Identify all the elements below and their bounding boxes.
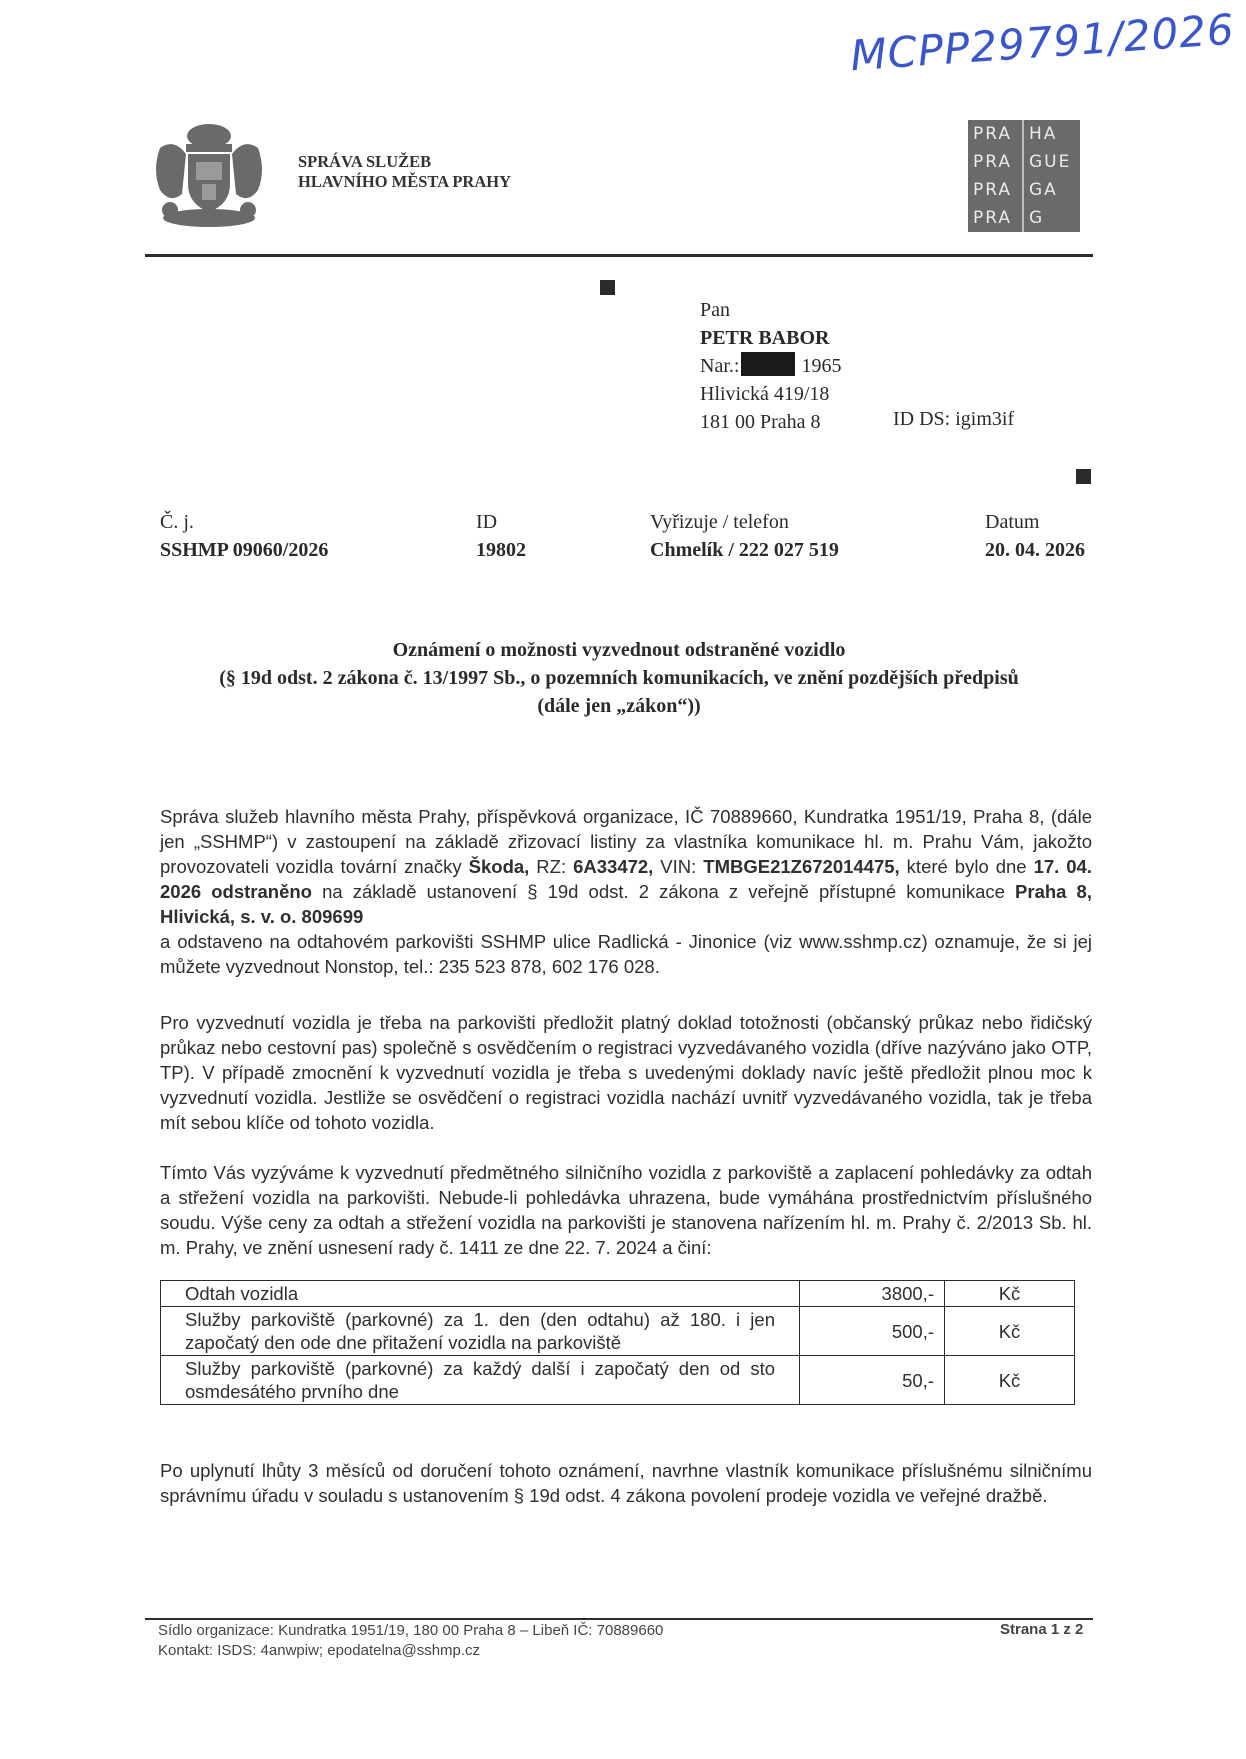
logo-row	[968, 176, 1080, 204]
fee-description: Odtah vozidla	[161, 1281, 800, 1307]
removal-location: Praha 8, Hlivická, s. v. o. 809699	[160, 881, 1092, 927]
birth-label: Nar.:	[700, 355, 740, 377]
table-row	[161, 1356, 1075, 1405]
title-line2: (§ 19d odst. 2 zákona č. 13/1997 Sb., o pozemních komunikacích, ve znění pozdějších předpisů	[219, 667, 1019, 689]
redaction-bar	[741, 352, 795, 376]
recipient-data-box-id	[893, 408, 1014, 431]
text-span: které bylo dne	[899, 856, 1034, 877]
logo-row	[968, 204, 1080, 232]
pickup-requirements-paragraph: Pro vyzvednutí vozidla je třeba na parkovišti předložit platný doklad totožnosti (občanský průkaz nebo řidičský průkaz nebo cestovní pas) společně s osvědčením o registraci vyzvedávaného vozidla (dříve nazýváno jako OTP, TP). V případě zmocnění k vyzvednutí vozidla je třeba s uvedenými doklady navíc ještě předložit plnou moc k vyzvednutí vozidla. Jestliže se osvědčení o registraci vozidla nachází uvnitř vyzvedávaného vozidla, tak je třeba mít sebou klíče od tohoto vozidla.	[160, 1012, 1092, 1133]
recipient-street: Hlivická 419/18	[700, 383, 830, 405]
praha-logo	[968, 120, 1080, 232]
text-span: Správa služeb hlavního města Prahy, příspěvková organizace, IČ 70889660, Kundratka 1951/19, Praha 8, (dále jen „SSHMP“) v zastoupení na základě zřizovací listiny za vlastníka komunikace hl. m. Prahu Vám, jakožto provozovateli vozidla tovární značky	[160, 806, 1092, 877]
document-date	[985, 508, 1085, 564]
fee-description: Služby parkoviště (parkovné) za každý další i započatý den od sto osmdesátého prvního dne	[161, 1356, 800, 1405]
fee-amount: 50,-	[800, 1356, 945, 1405]
vehicle-brand: Škoda,	[468, 856, 530, 877]
logo-text: G	[1029, 208, 1045, 228]
table-row	[161, 1307, 1075, 1356]
payment-request-paragraph: Tímto Vás vyzýváme k vyzvednutí předmětného silničního vozidla z parkoviště a zaplacení pohledávky za odtah a střežení vozidla na parkovišti. Nebude-li pohledávka uhrazena, bude vymáhána prostřednictvím příslušného soudu. Výše ceny za odtah a střežení vozidla na parkovišti je stanovena nařízením hl. m. Prahy č. 2/2013 Sb. hl. m. Prahy, ve znění usnesení rady č. 1411 ze dne 22. 7. 2024 a činí:	[160, 1162, 1092, 1258]
text-span: a odstaveno na odtahovém parkovišti SSHMP ulice Radlická - Jinonice (viz www.sshmp.cz) oznamuje, že si jej můžete vyzvednout Nonstop, tel.: 235 523 878, 602 176 028.	[160, 931, 1092, 977]
logo-text: HA	[1029, 124, 1058, 144]
birth-year: 1965	[801, 355, 842, 377]
fee-description: Služby parkoviště (parkovné) za 1. den (den odtahu) až 180. i jen započatý den ode dne přitažení vozidla na parkoviště	[161, 1307, 800, 1356]
handler-label: Vyřizuje / telefon	[650, 511, 789, 533]
handler-contact	[650, 508, 839, 564]
title-line1: Oznámení o možnosti vyzvednout odstraněné vozidlo	[392, 639, 846, 661]
reference-label: Č. j.	[160, 511, 194, 533]
organization-name-line2: HLAVNÍHO MĚSTA PRAHY	[298, 172, 512, 191]
title-line3: (dále jen „zákon“))	[537, 695, 701, 717]
handler-value: Chmelík / 222 027 519	[650, 539, 839, 561]
logo-row	[968, 148, 1080, 176]
id-ds-text: ID DS: igim3if	[893, 408, 1015, 430]
document-title	[145, 636, 1093, 720]
recipient-salutation: Pan	[700, 299, 730, 321]
recipient-address	[700, 296, 841, 436]
logo-text: PRA	[968, 176, 1024, 204]
logo-row	[968, 120, 1080, 148]
fee-currency: Kč	[945, 1356, 1075, 1405]
organization-name-line1: SPRÁVA SLUŽEB	[298, 152, 432, 171]
address-window-marker	[1076, 469, 1091, 484]
table-row	[161, 1281, 1075, 1307]
recipient-name: PETR BABOR	[700, 327, 830, 349]
auction-notice-paragraph: Po uplynutí lhůty 3 měsíců od doručení tohoto oznámení, navrhne vlastník komunikace příslušnému silničnímu správnímu úřadu v souladu s ustanovením § 19d odst. 4 zákona povolení prodeje vozidla ve veřejné dražbě.	[160, 1460, 1092, 1506]
recipient-city: 181 00 Praha 8	[700, 411, 821, 433]
footer-divider	[145, 1618, 1093, 1620]
fee-currency: Kč	[945, 1307, 1075, 1356]
notice-paragraph	[160, 804, 1092, 979]
id-value: 19802	[476, 539, 526, 561]
prague-coat-of-arms-emblem	[150, 118, 268, 230]
page-number: Strana 1 z 2	[1000, 1621, 1084, 1638]
vehicle-vin: TMBGE21Z672014475,	[703, 856, 900, 877]
footer-contact: Kontakt: ISDS: 4anwpiw; epodatelna@sshmp.cz	[158, 1642, 481, 1659]
text-span: na základě ustanovení § 19d odst. 2 zákona z veřejně přístupné komunikace	[311, 881, 1016, 902]
logo-text: GA	[1029, 180, 1058, 200]
logo-text: PRA	[968, 148, 1024, 176]
logo-text: PRA	[968, 204, 1024, 232]
organization-name	[298, 152, 511, 192]
document-id	[476, 508, 526, 564]
logo-text: PRA	[968, 120, 1024, 148]
date-label: Datum	[985, 511, 1040, 533]
vehicle-registration: 6A33472,	[573, 856, 654, 877]
date-value: 20. 04. 2026	[985, 539, 1085, 561]
removal-date: 17. 04. 2026 odstraněno	[160, 856, 1092, 902]
id-label: ID	[476, 511, 498, 533]
logo-text: GUE	[1029, 152, 1072, 172]
header-divider	[145, 254, 1093, 257]
recipient-birth	[700, 352, 841, 380]
footer-address: Sídlo organizace: Kundratka 1951/19, 180 00 Praha 8 – Libeň IČ: 70889660	[158, 1622, 664, 1639]
fee-amount: 3800,-	[800, 1281, 945, 1307]
handwritten-reference-number: MCPP29791/2026	[848, 4, 1237, 81]
text-span: VIN:	[653, 856, 704, 877]
address-window-marker	[600, 280, 615, 295]
fee-currency: Kč	[945, 1281, 1075, 1307]
fee-table	[160, 1280, 1075, 1405]
footer-info	[158, 1621, 663, 1661]
reference-value: SSHMP 09060/2026	[160, 539, 329, 561]
text-span: RZ:	[529, 856, 574, 877]
reference-number	[160, 508, 328, 564]
fee-amount: 500,-	[800, 1307, 945, 1356]
